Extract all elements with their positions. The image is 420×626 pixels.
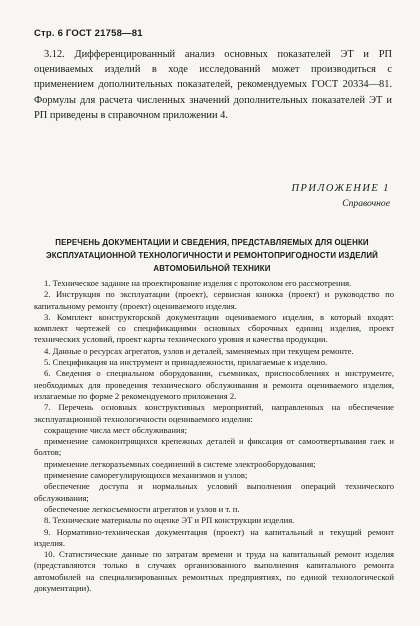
list-item-9: 9. Нормативно-техническая документация (проект) на капитальный и текущий ремонт изделия.: [34, 526, 394, 548]
list-subitem: сокращение числа мест обслуживания;: [44, 424, 187, 435]
running-head: Стр. 6 ГОСТ 21758—81: [34, 28, 143, 39]
list-item-5: 5. Спецификация на инструмент и принадлежности, прилагаемые к изделию.: [44, 357, 328, 368]
list-subitem: применение самоконтрящихся крепежных деталей и фиксация от самоотвертывания гаек и болтов;: [34, 436, 394, 458]
list-subitem: обеспечение легкосъемности агрегатов и узлов и т. п.: [44, 503, 240, 514]
clause-3-12: 3.12. Дифференцированный анализ основных показателей ЭТ и РП оцениваемых изделий в ходе исследований может производиться с применением дополнительных показателей, рекомендуемых ГОСТ 20334—81. Формулы для расчета численных значений дополнительных показателей ЭТ и РП приведены в справочном приложении 4.: [34, 49, 392, 121]
list-item-8: 8. Технические материалы по оценке ЭТ и РП конструкции изделия.: [44, 515, 295, 526]
list-item-3: 3. Комплект конструкторской документации оцениваемого изделия, в который входят: комплект чертежей со спецификациями основных сборочных единиц изделия, проект технических условий, проект карты технического уровня и качества продукции.: [34, 311, 394, 345]
list-item-4: 4. Данные о ресурсах агрегатов, узлов и деталей, заменяемых при текущем ремонте.: [44, 345, 354, 356]
appendix-kind: Справочное: [342, 198, 390, 209]
list-subitem: обеспечение доступа и нормальных условий выполнения операций технического обслуживания;: [34, 481, 394, 503]
list-item-6: 6. Сведения о специальном оборудовании, съемниках, приспособлениях и инструменте, необходимых для проведения технического обслуживания и ремонта оцениваемого изделия, излагаемые по форме 2 рекомендуемого приложения 2.: [34, 368, 394, 401]
list-subitem: применение легкоразъемных соединений в системе электрооборудования;: [44, 458, 316, 469]
list-item-7: 7. Перечень основных конструктивных мероприятий, направленных на обеспечение эксплуатационной технологичности оцениваемого изделия:: [34, 402, 394, 424]
appendix-title: ПЕРЕЧЕНЬ ДОКУМЕНТАЦИИ И СВЕДЕНИЯ, ПРЕДСТАВЛЯЕМЫХ ДЛЯ ОЦЕНКИ ЭКСПЛУАТАЦИОННОЙ ТЕХНОЛОГИЧНОСТИ И РЕМОНТОПРИГОДНОСТИ ИЗДЕЛИЙ АВТОМОБИЛЬНОЙ ТЕХНИКИ: [46, 238, 378, 274]
list-item-2: 2. Инструкция по эксплуатации (проект), сервисная книжка (проект) и руководство по капитальному ремонту (проект) оцениваемого изделия.: [34, 289, 394, 311]
list-item-10: 10. Статистические данные по затратам времени и труда на капитальный ремонт изделия (представляются только в случаях организованного выполнения капитального ремонта автомобилей на специализированных ремонтных предприятиях, по единой технологической документации).: [34, 549, 394, 594]
document-list: [34, 278, 394, 594]
list-item-1: 1. Техническое задание на проектирование изделия с протоколом его рассмотрения.: [44, 278, 352, 288]
appendix-number: ПРИЛОЖЕНИЕ 1: [291, 183, 390, 194]
list-subitem: применение саморегулирующихся механизмов и узлов;: [44, 470, 248, 481]
